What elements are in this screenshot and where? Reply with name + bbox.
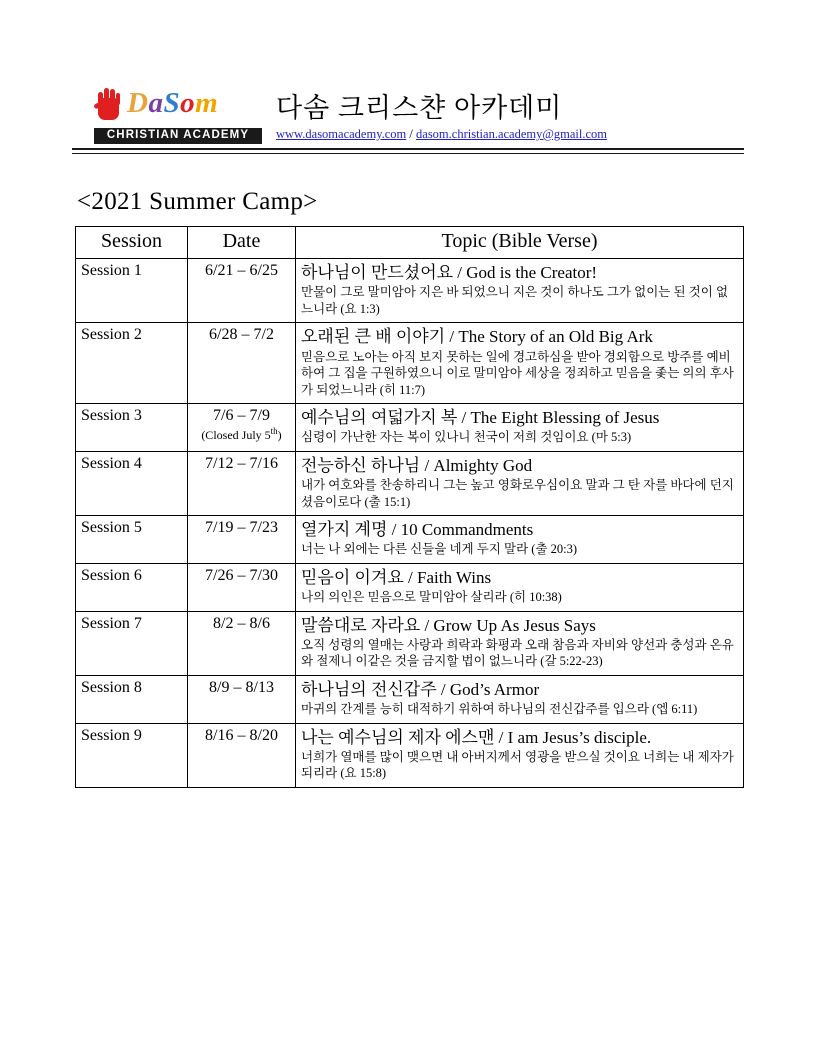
cell-date: 7/12 – 7/16 xyxy=(188,451,296,515)
academy-name: 다솜 크리스챤 아카데미 xyxy=(276,92,563,123)
letterhead-title-block xyxy=(262,93,607,144)
table-row xyxy=(76,563,744,611)
cell-date: 6/28 – 7/2 xyxy=(188,323,296,404)
logo-letter-m: m xyxy=(195,87,219,119)
cell-date: 8/16 – 8/20 xyxy=(188,723,296,787)
logo-subtitle: CHRISTIAN ACADEMY xyxy=(94,128,262,145)
date-range: 7/6 – 7/9 xyxy=(213,407,270,424)
bible-verse: 믿음으로 노아는 아직 보지 못하는 일에 경고하심을 받아 경외함으로 방주를 예비하여 그 집을 구원하였으니 이로 말미암아 세상을 정죄하고 믿음을 좇는 의의 후사가 되었느니라 (히 11:7) xyxy=(301,349,734,397)
cell-topic xyxy=(296,516,744,564)
column-header-topic: Topic (Bible Verse) xyxy=(296,227,744,259)
cell-date xyxy=(188,404,296,452)
cell-session: Session 3 xyxy=(76,404,188,452)
school-logo xyxy=(94,82,262,145)
bible-verse: 나의 의인은 믿음으로 말미암아 살리라 (히 10:38) xyxy=(301,590,562,604)
cell-session: Session 9 xyxy=(76,723,188,787)
table-row xyxy=(76,404,744,452)
logo-letter-d: D xyxy=(127,87,149,119)
topic-title: 믿음이 이겨요 / Faith Wins xyxy=(301,567,492,587)
table-row xyxy=(76,723,744,787)
bible-verse: 오직 성령의 열매는 사랑과 희락과 화평과 오래 참음과 자비와 양선과 충성과 온유와 절제니 이같은 것을 금지할 법이 없느니라 (갈 5:22-23) xyxy=(301,637,734,669)
cell-topic xyxy=(296,563,744,611)
topic-title: 말씀대로 자라요 / Grow Up As Jesus Says xyxy=(301,615,596,635)
topic-title: 나는 예수님의 제자 에스맨 / I am Jesus’s disciple. xyxy=(301,727,652,747)
cell-session: Session 4 xyxy=(76,451,188,515)
cell-date: 7/26 – 7/30 xyxy=(188,563,296,611)
cell-topic xyxy=(296,611,744,675)
cell-topic xyxy=(296,723,744,787)
cell-topic xyxy=(296,259,744,323)
cell-date: 8/2 – 8/6 xyxy=(188,611,296,675)
topic-title: 전능하신 하나님 / Almighty God xyxy=(301,455,533,475)
bible-verse: 마귀의 간계를 능히 대적하기 위하여 하나님의 전신갑주를 입으라 (엡 6:11) xyxy=(301,702,698,716)
logo-wordmark xyxy=(94,82,262,126)
table-row xyxy=(76,259,744,323)
cell-session: Session 2 xyxy=(76,323,188,404)
logo-letter-o: o xyxy=(180,87,196,119)
logo-text xyxy=(127,89,218,118)
bible-verse: 만물이 그로 말미암아 지은 바 되었으니 지은 것이 하나도 그가 없이는 된 것이 없느니라 (요 1:3) xyxy=(301,285,729,316)
header-divider xyxy=(72,148,744,154)
cell-session: Session 6 xyxy=(76,563,188,611)
bible-verse: 내가 여호와를 찬송하리니 그는 높고 영화로우심이요 말과 그 탄 자를 바다에 던지셨음이로다 (출 15:1) xyxy=(301,478,734,509)
cell-session: Session 7 xyxy=(76,611,188,675)
page-title: <2021 Summer Camp> xyxy=(77,188,318,215)
bible-verse: 심령이 가난한 자는 복이 있나니 천국이 저희 것임이요 (마 5:3) xyxy=(301,430,632,445)
cell-date: 6/21 – 6/25 xyxy=(188,259,296,323)
logo-letter-s: S xyxy=(163,87,181,119)
hand-icon xyxy=(94,86,124,122)
table-row xyxy=(76,451,744,515)
topic-title: 예수님의 여덟가지 복 / The Eight Blessing of Jesus xyxy=(301,408,660,427)
cell-topic xyxy=(296,404,744,452)
bible-verse: 너희가 열매를 많이 맺으면 내 아버지께서 영광을 받으실 것이요 너희는 내 제자가 되리라 (요 15:8) xyxy=(301,749,734,781)
cell-date: 7/19 – 7/23 xyxy=(188,516,296,564)
logo-letter-a: a xyxy=(148,87,164,119)
column-header-date: Date xyxy=(188,227,296,259)
topic-title: 오래된 큰 배 이야기 / The Story of an Old Big Ark xyxy=(301,327,653,347)
cell-topic xyxy=(296,451,744,515)
cell-topic xyxy=(296,675,744,723)
letterhead xyxy=(72,72,744,144)
table-row xyxy=(76,611,744,675)
bible-verse: 너는 나 외에는 다른 신들을 네게 두지 말라 (출 20:3) xyxy=(301,542,578,557)
table-header-row xyxy=(76,227,744,259)
column-header-session: Session xyxy=(76,227,188,259)
contact-links xyxy=(276,127,607,142)
cell-session: Session 8 xyxy=(76,675,188,723)
email-link[interactable]: dasom.christian.academy@gmail.com xyxy=(416,127,607,141)
summer-camp-schedule-table xyxy=(75,226,744,788)
cell-session: Session 5 xyxy=(76,516,188,564)
cell-topic xyxy=(296,323,744,404)
topic-title: 하나님이 만드셨어요 / God is the Creator! xyxy=(301,263,598,282)
cell-date: 8/9 – 8/13 xyxy=(188,675,296,723)
cell-session: Session 1 xyxy=(76,259,188,323)
table-row xyxy=(76,516,744,564)
table-row xyxy=(76,675,744,723)
topic-title: 열가지 계명 / 10 Commandments xyxy=(301,520,534,539)
table-row xyxy=(76,323,744,404)
topic-title: 하나님의 전신갑주 / God’s Armor xyxy=(301,679,540,699)
date-note: (Closed July 5th) xyxy=(201,426,282,442)
link-separator: / xyxy=(406,127,417,141)
website-link[interactable]: www.dasomacademy.com xyxy=(276,127,407,141)
